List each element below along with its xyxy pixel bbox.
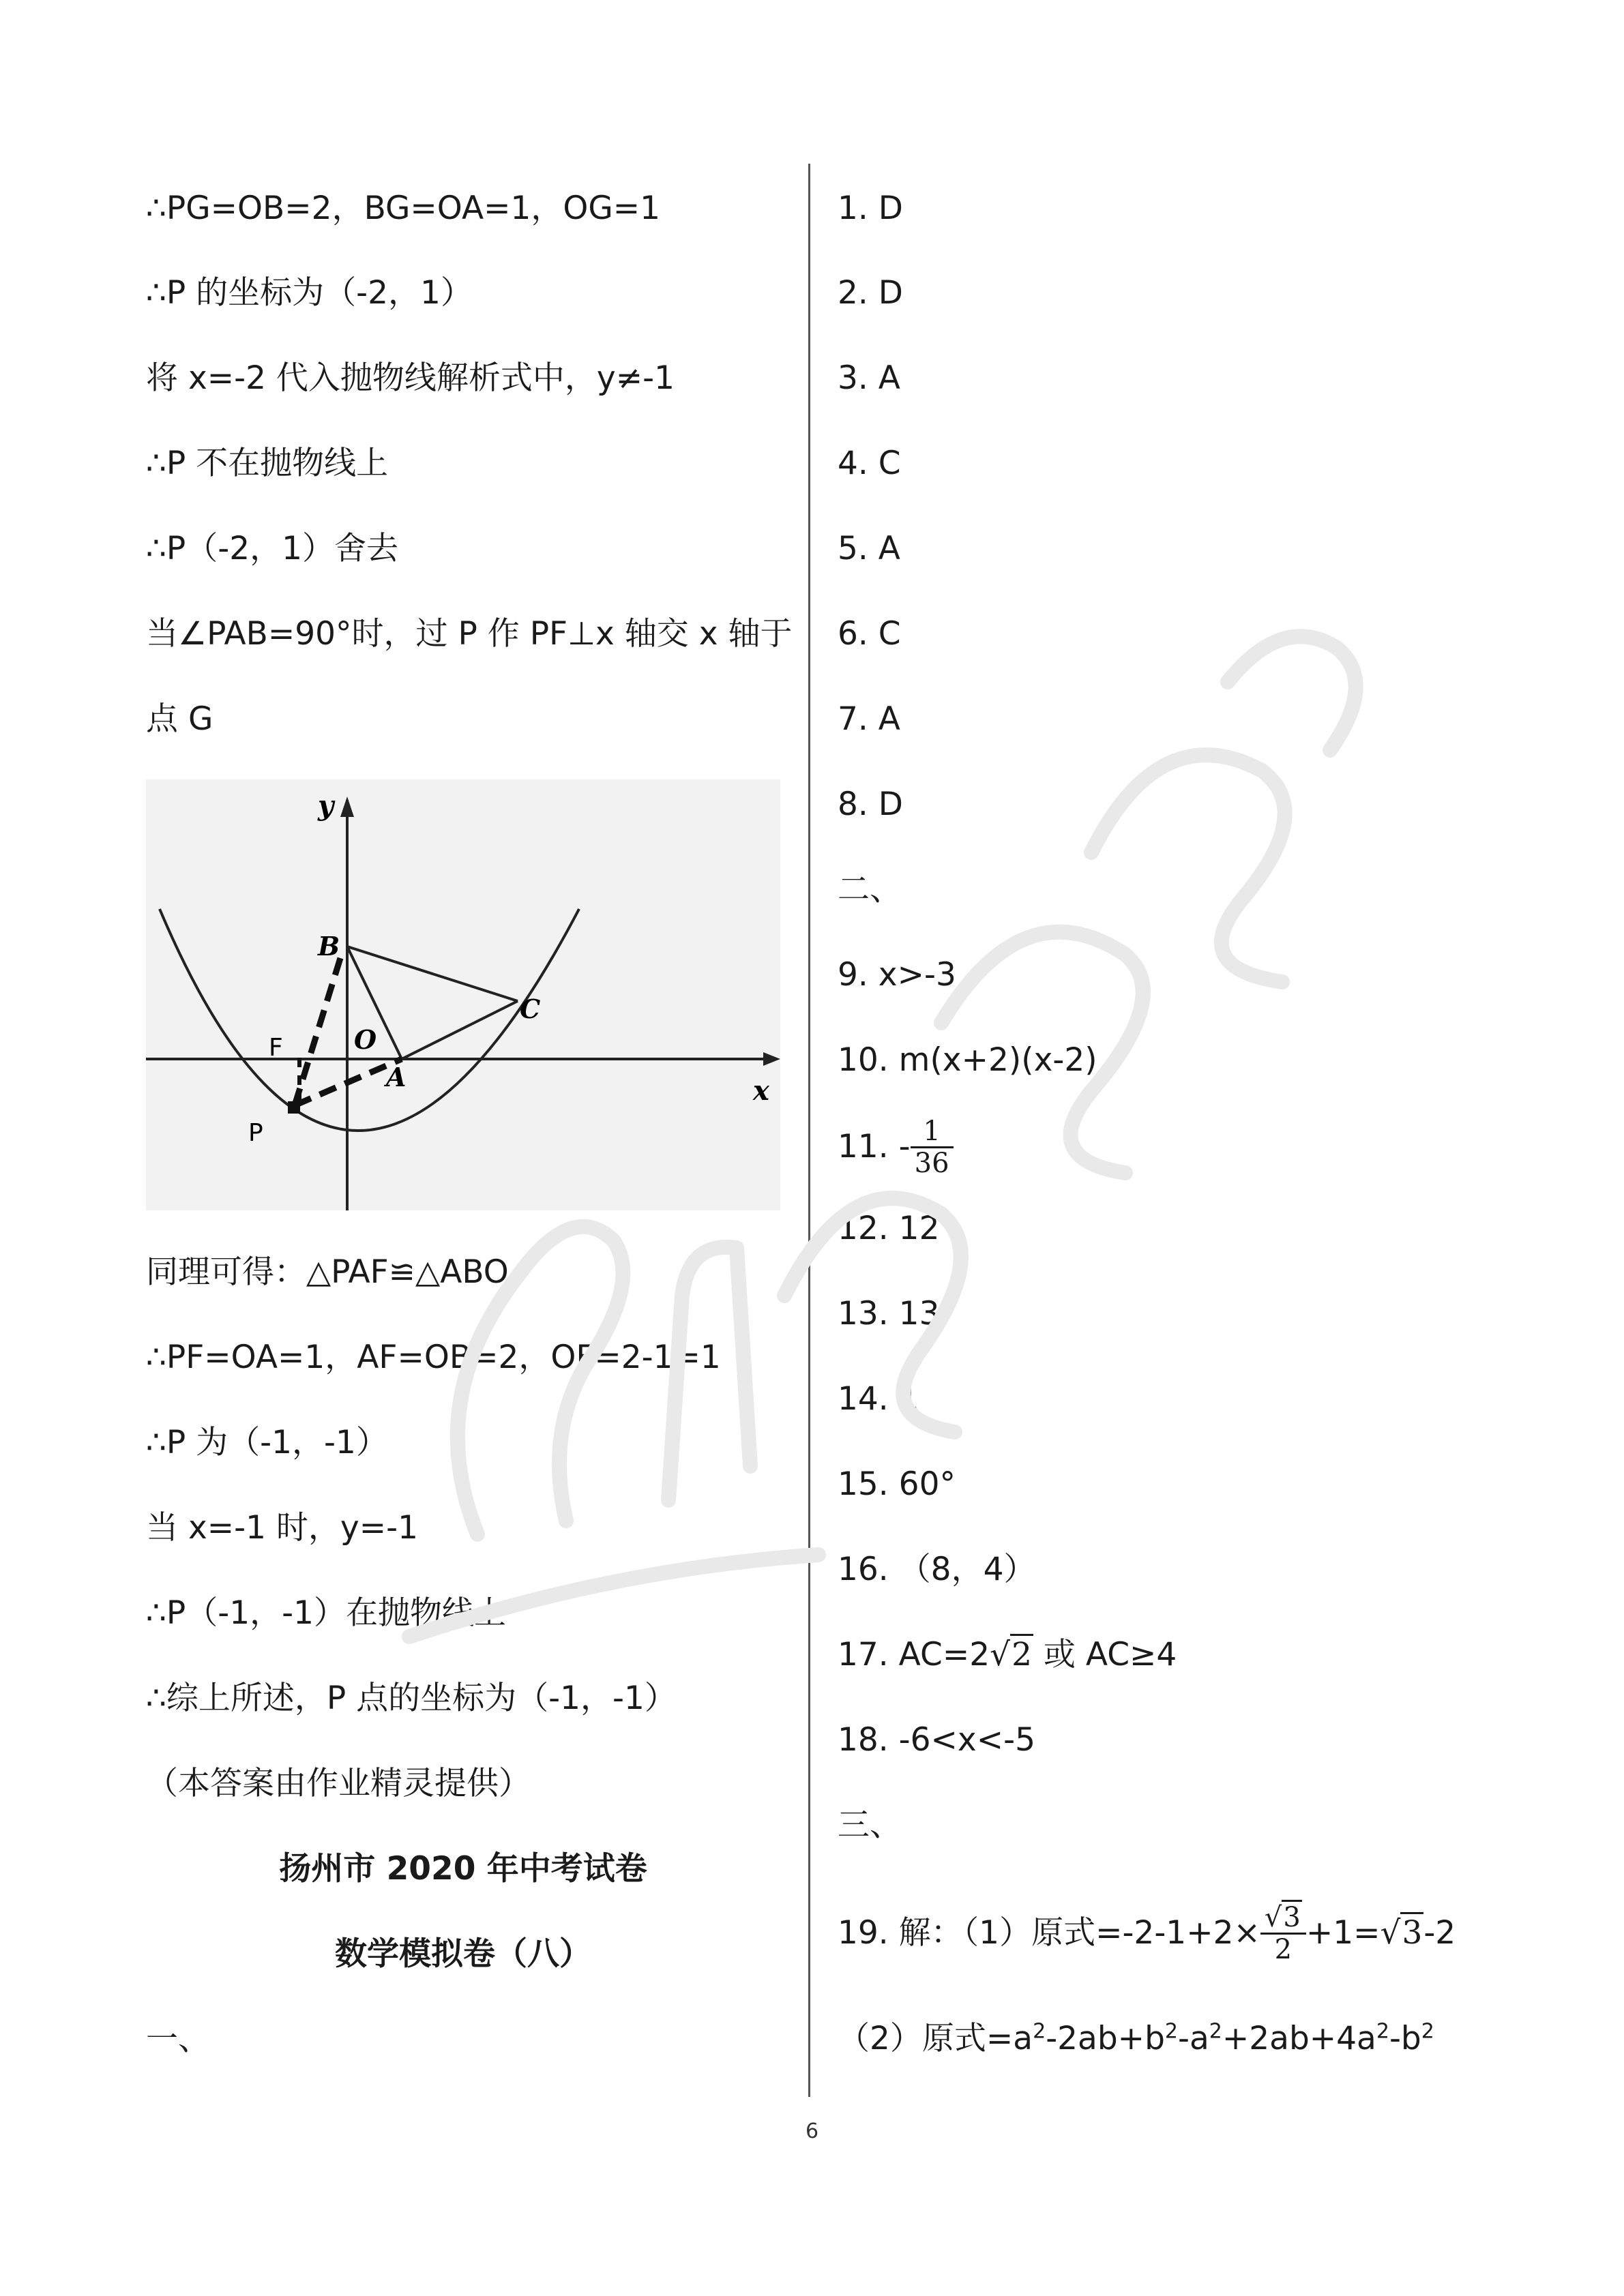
y-axis-label: y: [318, 790, 334, 822]
expr-part: -a: [1178, 2020, 1209, 2057]
expr-part: -b: [1389, 2020, 1421, 2057]
exam-title: 扬州市 2020 年中考试卷: [279, 1850, 647, 1888]
answer-item: 5. A: [838, 530, 900, 567]
solution-line: ∴P 的坐标为（-2，1）: [146, 274, 473, 312]
expr-part: （2）原式=a: [838, 2020, 1033, 2057]
credit-line: （本答案由作业精灵提供）: [146, 1765, 531, 1802]
point-c-label: C: [520, 994, 541, 1024]
answer-item: 9. x>-3: [838, 956, 956, 994]
answer-item: [838, 1106, 954, 1188]
solution-line: ∴P 不在抛物线上: [146, 445, 389, 482]
point-a-label: A: [386, 1062, 407, 1092]
exponent: 2: [1164, 2019, 1178, 2044]
solution-line: 将 x=-2 代入抛物线解析式中，y≠-1: [146, 359, 675, 397]
answer-prefix: 17. AC=2: [838, 1636, 990, 1673]
solution-line: 同理可得：△PAF≌△ABO: [146, 1253, 509, 1291]
exponent: 2: [1376, 2019, 1389, 2044]
answer-item: 3. A: [838, 359, 900, 397]
answer-item: [838, 1889, 1456, 1978]
geometry-figure: [146, 779, 780, 1210]
radicand: 3: [1400, 1912, 1423, 1952]
answer-mid: +1=: [1305, 1914, 1381, 1952]
point-b-label: B: [318, 931, 340, 961]
section-heading: 一、: [146, 2021, 210, 2058]
solution-line: ∴PG=OB=2，BG=OA=1，OG=1: [146, 190, 661, 227]
exponent: 2: [1421, 2019, 1434, 2044]
section-heading: 二、: [838, 871, 902, 908]
answer-suffix: -2: [1423, 1914, 1456, 1952]
fraction: [911, 1116, 954, 1178]
solution-line: ∴P（-1，-1）在抛物线上: [146, 1594, 506, 1632]
answer-item: [838, 1635, 1177, 1675]
fraction-numerator: 1: [911, 1116, 954, 1148]
answer-item: 7. A: [838, 700, 900, 738]
expr-part: -2ab+b: [1046, 2020, 1165, 2057]
answer-item: [838, 2018, 1434, 2059]
fraction-numerator: [1260, 1903, 1306, 1935]
radicand: 2: [1010, 1634, 1033, 1673]
answer-item: 13. 13: [838, 1295, 940, 1332]
exponent: 2: [1033, 2019, 1046, 2044]
exponent: 2: [1209, 2019, 1222, 2044]
x-axis-label: x: [753, 1075, 769, 1107]
point-f-label: F: [269, 1034, 283, 1062]
square-root: √3: [1380, 1913, 1423, 1954]
answer-item: 16. （8，4）: [838, 1551, 1036, 1588]
square-root: √2: [990, 1634, 1033, 1673]
answer-prefix: 19. 解：（1）原式=-2-1+2×: [838, 1914, 1260, 1952]
fraction-denominator: 36: [914, 1147, 949, 1179]
column-divider: [808, 164, 810, 2097]
fraction: [1260, 1903, 1306, 1965]
square-root: √3: [1265, 1900, 1302, 1933]
answer-item: 12. 12: [838, 1210, 940, 1247]
exam-subtitle: 数学模拟卷（八）: [335, 1935, 591, 1973]
answer-item: 15. 60°: [838, 1465, 956, 1503]
answer-item: 18. -6<x<-5: [838, 1721, 1035, 1759]
answer-item: 4. C: [838, 445, 901, 482]
section-heading: 三、: [838, 1806, 902, 1844]
solution-line: 当∠PAB=90°时，过 P 作 PF⊥x 轴交 x 轴于: [146, 615, 793, 653]
page-number: 6: [805, 2119, 819, 2143]
radicand: 3: [1282, 1900, 1301, 1933]
point-o-label: O: [354, 1024, 377, 1055]
answer-item: 1. D: [838, 190, 903, 227]
answer-item: 8. D: [838, 786, 903, 823]
answer-item: 2. D: [838, 274, 903, 312]
answer-prefix: 11. -: [838, 1128, 911, 1165]
answer-item: 6. C: [838, 615, 901, 653]
answer-suffix: 或 AC≥4: [1033, 1636, 1177, 1673]
solution-line: ∴P 为（-1，-1）: [146, 1424, 388, 1461]
solution-line: 当 x=-1 时，y=-1: [146, 1509, 418, 1547]
solution-line: ∴综上所述，P 点的坐标为（-1，-1）: [146, 1680, 677, 1717]
answer-item: 10. m(x+2)(x-2): [838, 1041, 1097, 1079]
solution-line: ∴PF=OA=1，AF=OB=2，OF=2-1=1: [146, 1339, 721, 1376]
point-p-label: P: [248, 1119, 263, 1147]
expr-part: +2ab+4a: [1222, 2020, 1376, 2057]
fraction-denominator: 2: [1274, 1933, 1293, 1965]
answer-item: 14. 1: [838, 1380, 919, 1418]
solution-line: ∴P（-2，1）舍去: [146, 530, 399, 567]
solution-line: 点 G: [146, 700, 213, 738]
